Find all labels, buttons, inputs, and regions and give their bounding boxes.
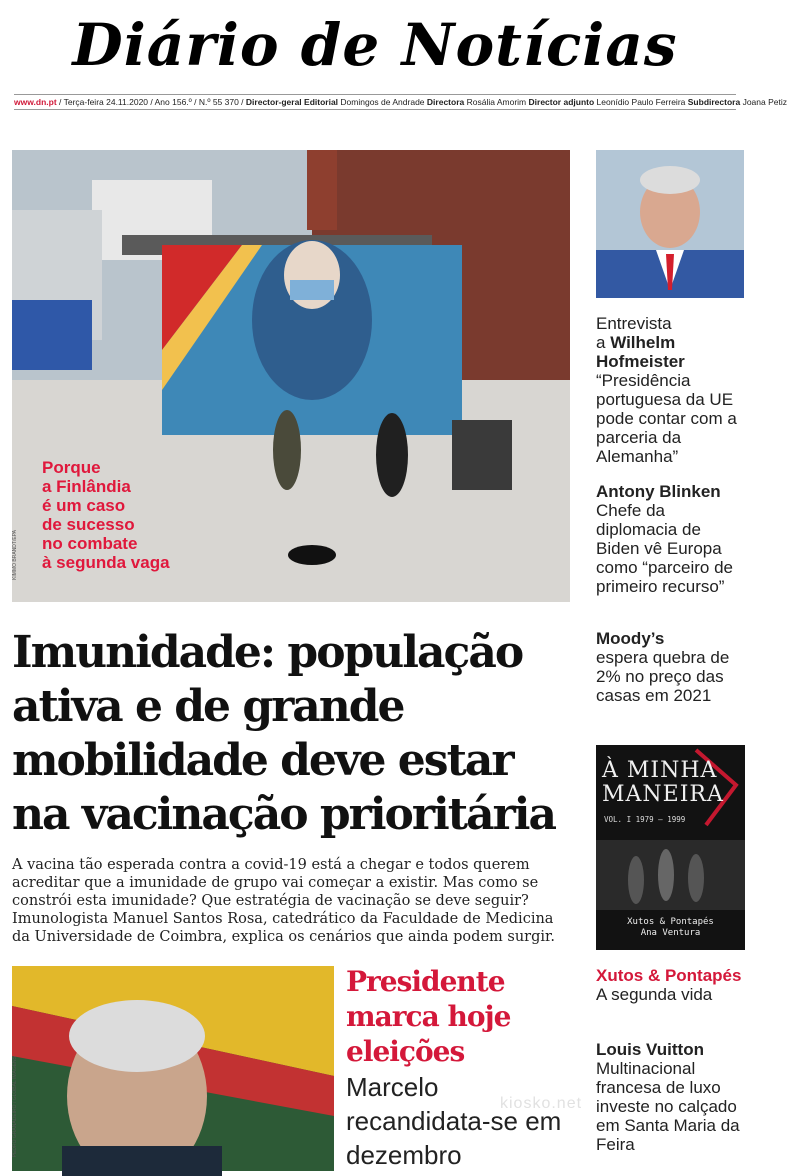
book-volume: VOL. I 1979 – 1999 xyxy=(604,815,686,824)
subdirector-label: Subdirectora xyxy=(687,97,741,107)
moodys-text: espera quebra de 2% no preço das casas em 2021 xyxy=(596,648,730,705)
interview-teaser[interactable] xyxy=(596,314,746,466)
moodys-teaser[interactable] xyxy=(596,629,746,705)
director-general-name: Domingos de Andrade xyxy=(340,97,425,107)
book-title: À MINHA MANEIRA xyxy=(602,758,724,807)
xutos-text: A segunda vida xyxy=(596,985,713,1004)
director-label: Directora xyxy=(426,97,465,107)
interview-intro: Entrevista xyxy=(596,314,672,333)
moodys-name: Moody’s xyxy=(596,629,665,648)
main-headline[interactable]: Imunidade: população ativa e de grande mobilidade deve estar na vacinação prioritária xyxy=(12,627,556,840)
deputy-name: Leonídio Paulo Ferreira xyxy=(596,97,686,107)
interview-prefix: a xyxy=(596,333,611,352)
director-general-label: Director-geral Editorial xyxy=(245,97,339,107)
hero-caption[interactable]: Porque a Finlândia é um caso de sucesso no combate à segunda vaga xyxy=(42,458,170,572)
watermark: kiosko.net xyxy=(500,1095,583,1112)
masthead xyxy=(0,0,750,90)
site-link[interactable]: www.dn.pt xyxy=(14,97,57,107)
vuitton-text: Multinacional francesa de luxo investe no calçado em Santa Maria da Feira xyxy=(596,1059,740,1154)
story2-title[interactable]: Presidente marca hoje eleições xyxy=(346,965,511,1068)
hofmeister-portrait[interactable] xyxy=(596,150,744,298)
issue-info: / Terça-feira 24.11.2020 / Ano 156.º / N.º 55 370 / xyxy=(59,97,244,107)
xutos-name: Xutos & Pontapés xyxy=(596,966,742,985)
director-name: Rosália Amorim xyxy=(466,97,527,107)
main-lede: A vacina tão esperada contra a covid-19 está a chegar e todos querem acreditar que a imunidade de grupo vai começar a existir. Mas como se constrói esta imunidade? Que estratégia de vacinação se deve seguir? Imunologista Manuel Santos Rosa, catedrático da Faculdade de Medicina da Universidade de Coimbra, explica os cenários que ainda podem surgir. xyxy=(12,857,555,945)
newspaper-title[interactable]: Diário de Notícias xyxy=(72,11,678,79)
president-photo[interactable] xyxy=(12,966,334,1171)
president-portrait xyxy=(12,966,334,1171)
hero-photo-credit: KIMMO BRANDT/EPA xyxy=(12,530,18,580)
blinken-name: Antony Blinken xyxy=(596,482,721,501)
deputy-label: Director adjunto xyxy=(528,97,595,107)
info-bar xyxy=(14,94,787,110)
vuitton-name: Louis Vuitton xyxy=(596,1040,704,1059)
book-cover[interactable] xyxy=(596,745,745,950)
xutos-teaser[interactable] xyxy=(596,966,746,1004)
vuitton-teaser[interactable] xyxy=(596,1040,746,1154)
book-author: Xutos & Pontapés Ana Ventura xyxy=(627,917,714,938)
story2-subtitle: Marcelo recandidata-se em dezembro xyxy=(346,1072,562,1170)
president-photo-credit: PEDRO GRANADEIRO / GLOBAL IMAGENS xyxy=(12,1056,18,1158)
blinken-teaser[interactable] xyxy=(596,482,746,596)
interview-name: Wilhelm Hofmeister xyxy=(596,333,685,371)
subdirector-name: Joana Petiz xyxy=(742,97,787,107)
hofmeister-photo xyxy=(596,150,744,298)
interview-quote: “Presidência portuguesa da UE pode contar com a parceria da Alemanha” xyxy=(596,371,737,466)
hero-photo[interactable] xyxy=(12,150,570,602)
blinken-text: Chefe da diplomacia de Biden vê Europa como “parceiro de primeiro recurso” xyxy=(596,501,734,596)
